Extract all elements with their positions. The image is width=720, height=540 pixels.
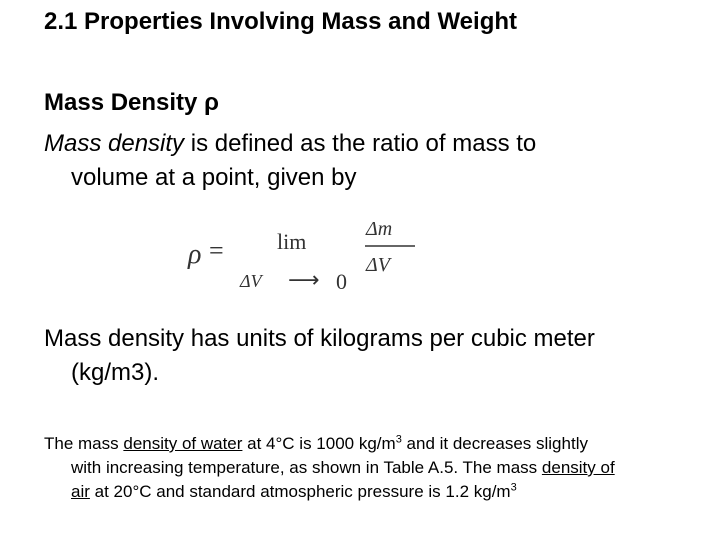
- units-paragraph: [44, 322, 704, 390]
- temperature-text: with increasing temperature, as shown in Table A.5. The mass: [71, 458, 542, 477]
- link-density-of-water[interactable]: density of water: [123, 434, 243, 453]
- superscript-3-air: 3: [510, 481, 517, 494]
- formula-subscript-dv: ΔV: [240, 271, 262, 291]
- section-heading: Mass Density ρ: [44, 89, 219, 116]
- air-value-text: at 20°C and standard atmospheric pressure is 1.2 kg/m: [89, 482, 511, 501]
- formula-arrow: ⟶: [288, 268, 320, 293]
- slide-title: 2.1 Properties Involving Mass and Weight: [44, 8, 518, 35]
- water-air-paragraph: [44, 432, 720, 504]
- units-line1: Mass density has units of kilograms per cubic meter: [44, 325, 595, 352]
- paragraph-line3: [44, 480, 720, 504]
- formula-equals: =: [209, 236, 224, 265]
- link-air[interactable]: air: [71, 482, 90, 501]
- definition-term: Mass density: [44, 130, 185, 157]
- water-value-text: at 4°C is 1000 kg/m: [242, 434, 396, 453]
- water-text-end: and it decreases slightly: [401, 434, 588, 453]
- density-limit-formula: [185, 205, 425, 300]
- formula-numerator: Δm: [366, 218, 393, 240]
- definition-text-line2: volume at a point, given by: [71, 164, 357, 191]
- formula-lim: lim: [277, 229, 307, 254]
- link-density-of[interactable]: density of: [541, 458, 615, 477]
- formula-zero: 0: [336, 269, 347, 294]
- paragraph-line2: [44, 456, 720, 480]
- formula-rho: ρ: [188, 239, 202, 270]
- units-line2: (kg/m3).: [71, 359, 160, 386]
- water-text-start: The mass: [44, 434, 124, 453]
- definition-paragraph: [44, 127, 694, 195]
- superscript-3: 3: [395, 433, 402, 446]
- formula-denominator: ΔV: [366, 254, 390, 276]
- definition-text: is defined as the ratio of mass to: [184, 130, 537, 157]
